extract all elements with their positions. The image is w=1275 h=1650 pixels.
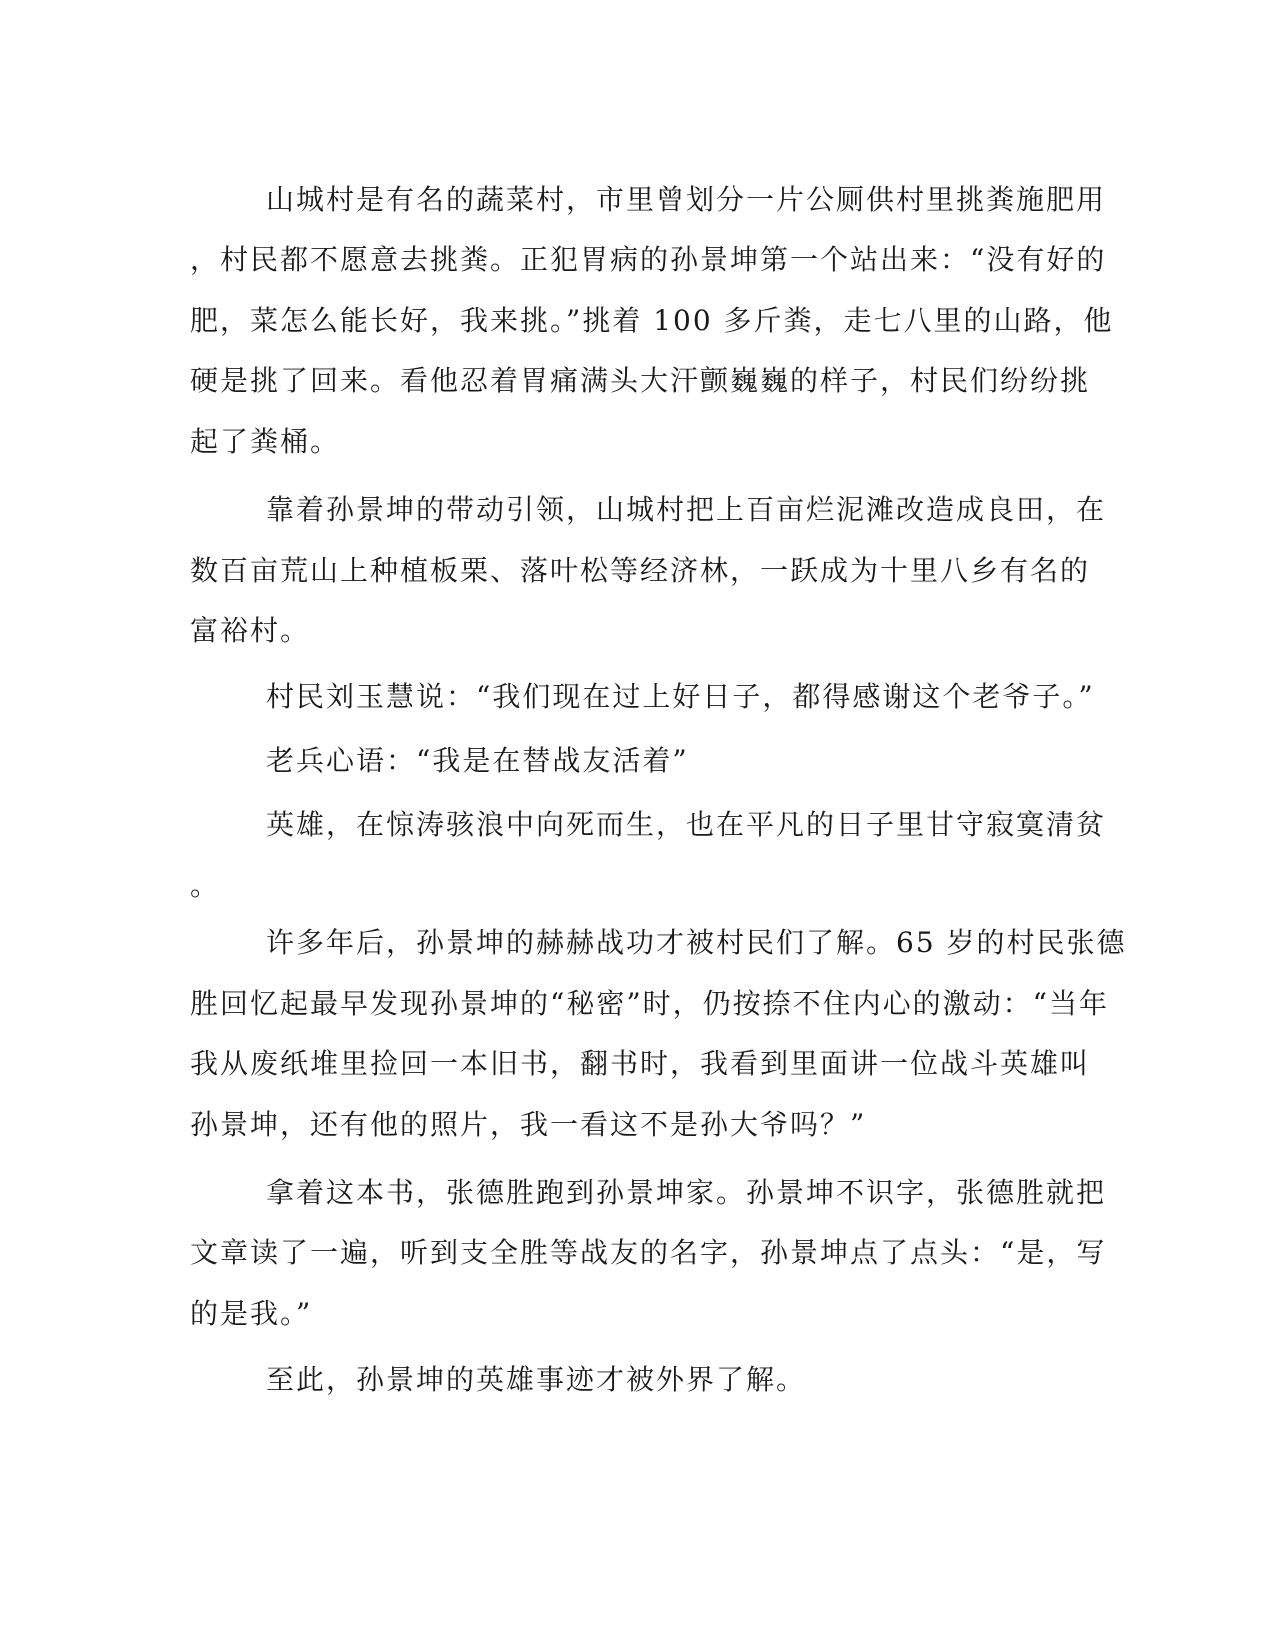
paragraph-line: ，村民都不愿意去挑粪。正犯胃病的孙景坤第一个站出来：“没有好的: [190, 243, 1107, 276]
paragraph-line: 许多年后，孙景坤的赫赫战功才被村民们了解。65 岁的村民张德: [266, 926, 1127, 959]
paragraph-line: 胜回忆起最早发现孙景坤的“秘密”时，仍按捺不住内心的激动：“当年: [190, 987, 1109, 1020]
paragraph-line: 英雄，在惊涛骇浪中向死而生，也在平凡的日子里甘守寂寞清贫: [266, 808, 1107, 841]
paragraph-line: 文章读了一遍，听到支全胜等战友的名字，孙景坤点了点头：“是，写: [190, 1236, 1107, 1269]
paragraph-line: 。: [190, 869, 221, 902]
paragraph-line: 富裕村。: [190, 614, 311, 647]
paragraph-line: 孙景坤，还有他的照片，我一看这不是孙大爷吗？”: [190, 1108, 867, 1141]
paragraph-line: 肥，菜怎么能长好，我来挑。”挑着 100 多斤粪，走七八里的山路，他: [190, 304, 1114, 337]
paragraph-line: 靠着孙景坤的带动引领，山城村把上百亩烂泥滩改造成良田，在: [266, 493, 1107, 526]
paragraph-line: 数百亩荒山上种植板栗、落叶松等经济林，一跃成为十里八乡有名的: [190, 554, 1091, 587]
paragraph-line: 硬是挑了回来。看他忍着胃痛满头大汗颤巍巍的样子，村民们纷纷挑: [190, 364, 1091, 397]
paragraph-line: 拿着这本书，张德胜跑到孙景坤家。孙景坤不识字，张德胜就把: [266, 1176, 1107, 1209]
section-subheading: 老兵心语：“我是在替战友活着”: [266, 744, 689, 777]
paragraph-line: 山城村是有名的蔬菜村，市里曾划分一片公厕供村里挑粪施肥用: [266, 183, 1107, 216]
paragraph-line: 的是我。”: [190, 1297, 313, 1330]
paragraph-line: 至此，孙景坤的英雄事迹才被外界了解。: [266, 1363, 807, 1396]
paragraph-line: 起了粪桶。: [190, 425, 341, 458]
paragraph-line: 我从废纸堆里捡回一本旧书，翻书时，我看到里面讲一位战斗英雄叫: [190, 1047, 1091, 1080]
paragraph-line: 村民刘玉慧说：“我们现在过上好日子，都得感谢这个老爷子。”: [266, 680, 1095, 713]
